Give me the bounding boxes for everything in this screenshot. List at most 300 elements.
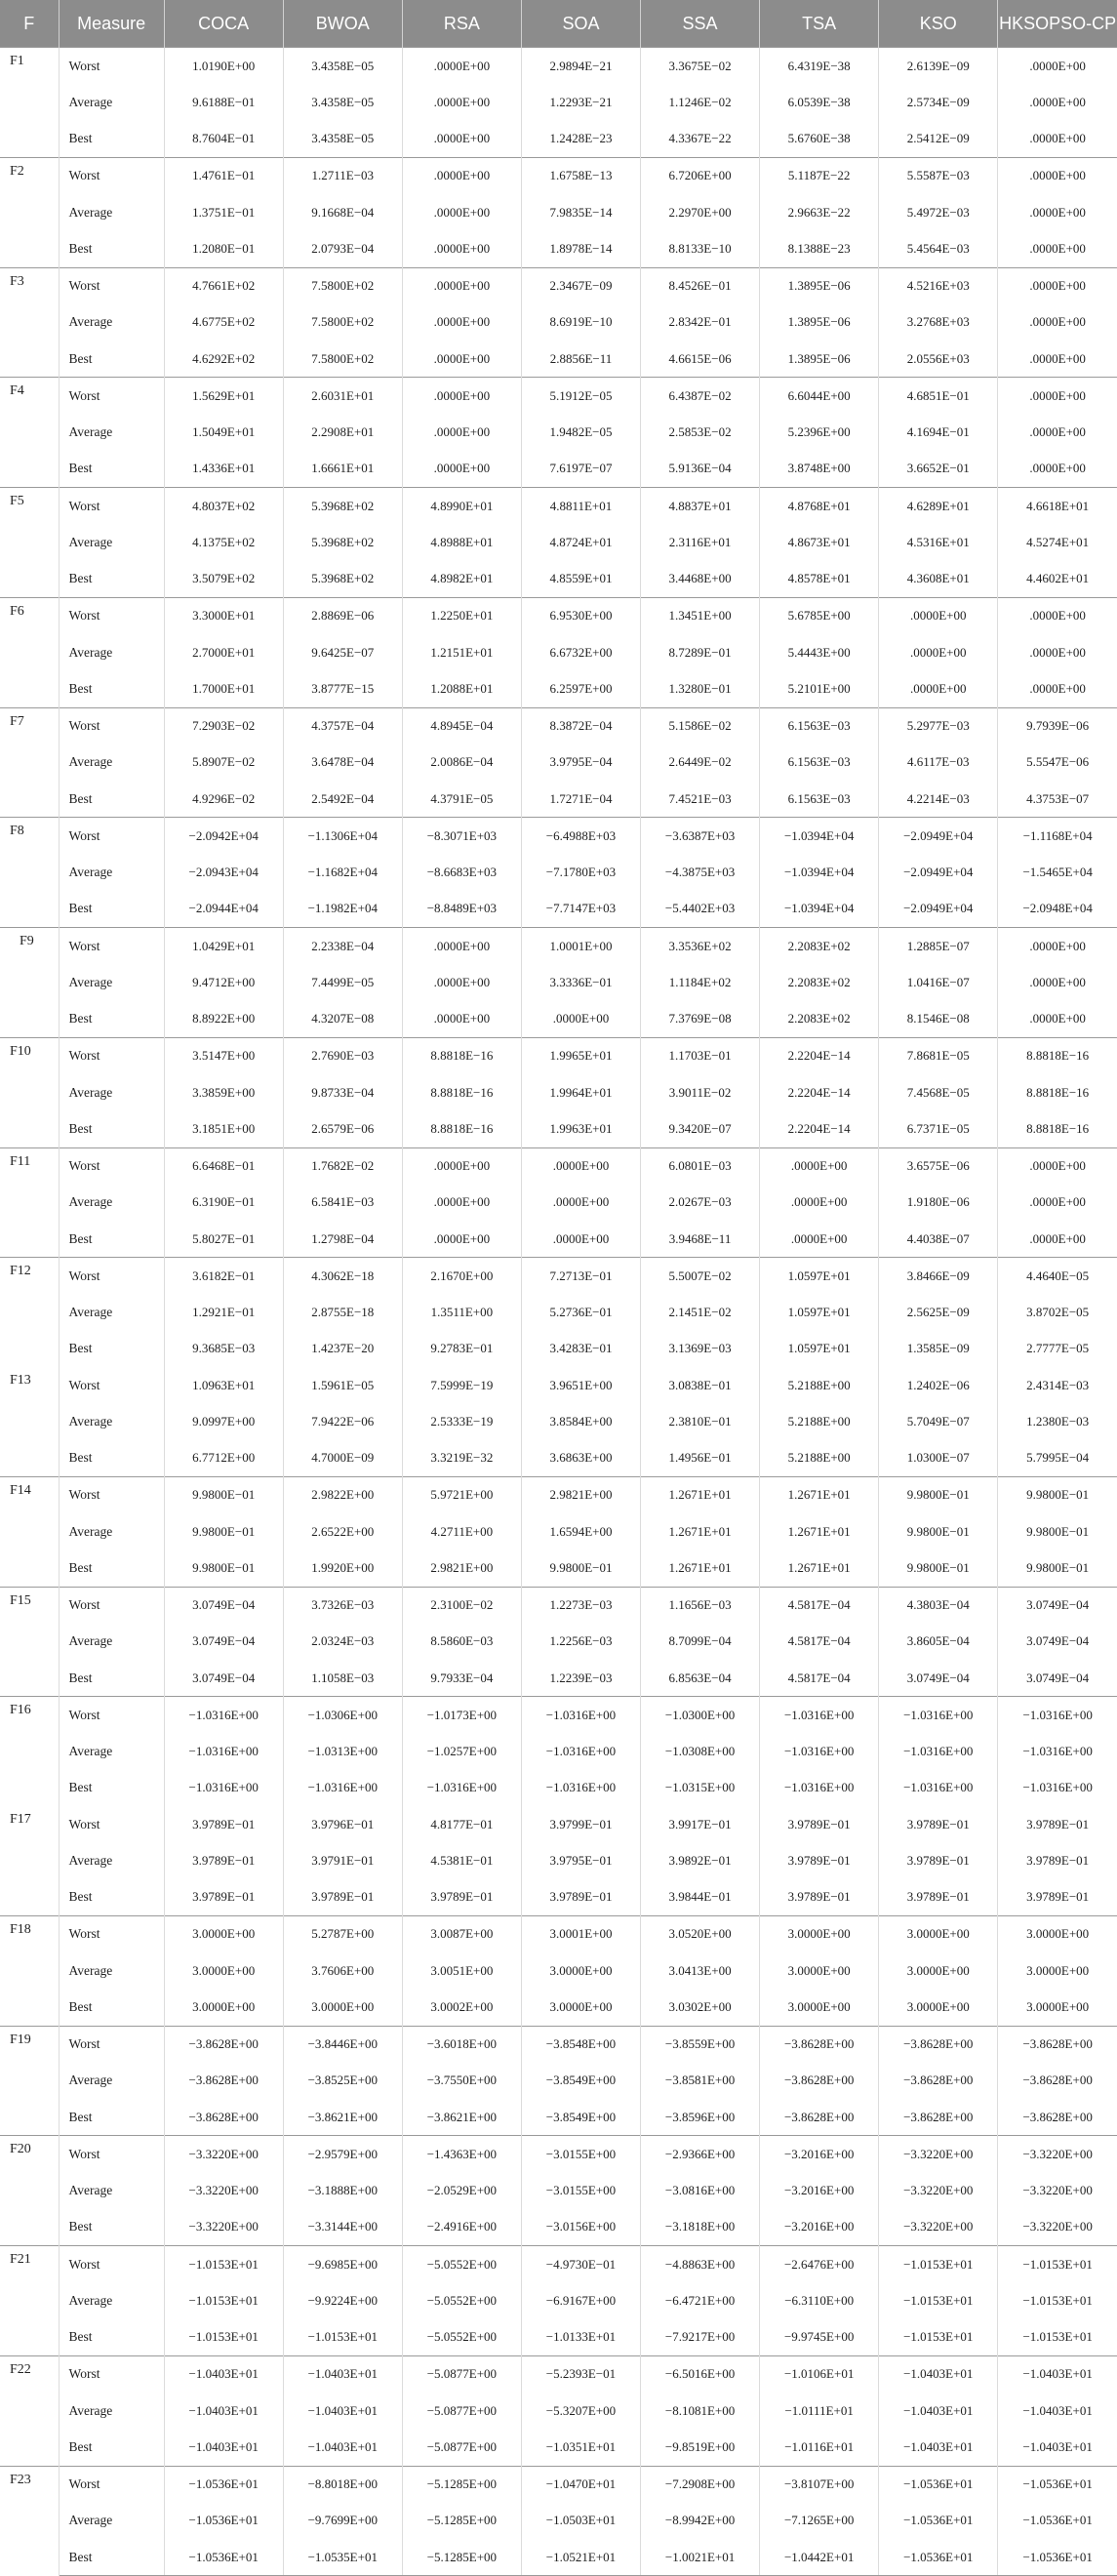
value-cell: .0000E+00: [402, 121, 521, 158]
value-cell: −1.0403E+01: [164, 2393, 283, 2429]
value-cell: 6.4319E−38: [760, 48, 879, 85]
value-cell: 5.5547E−06: [1026, 754, 1090, 770]
measure-label: Worst: [59, 1258, 164, 1295]
measure-label: Worst: [59, 1147, 164, 1185]
value-cell: 3.9789E−01: [164, 1806, 283, 1842]
value-cell: 3.7326E−03: [283, 1587, 402, 1624]
function-label: F17: [0, 1806, 59, 1915]
value-cell: .0000E+00: [402, 1147, 521, 1185]
value-cell: 8.8922E+00: [164, 1001, 283, 1038]
value-cell: 5.4443E+00: [760, 634, 879, 670]
value-cell: −5.0552E+00: [402, 2319, 521, 2356]
header-row: [0, 0, 1117, 48]
value-cell: −1.0153E+01: [1022, 2292, 1093, 2308]
value-cell: 3.0000E+00: [760, 1989, 879, 2026]
table-row: [0, 2209, 1117, 2246]
function-label: F2: [0, 157, 59, 267]
value-cell: 1.2798E−04: [283, 1221, 402, 1258]
value-cell: −1.0394E+04: [760, 891, 879, 928]
value-cell: 3.9917E−01: [641, 1806, 760, 1842]
value-cell: −1.0403E+01: [998, 2355, 1117, 2393]
measure-label: Best: [59, 2209, 164, 2246]
value-cell: 9.9800E−01: [879, 1476, 998, 1513]
value-cell: 1.0416E−07: [879, 964, 998, 1000]
value-cell: 8.5860E−03: [402, 1624, 521, 1660]
value-cell: −1.0316E+00: [1022, 1744, 1093, 1759]
value-cell: −1.1168E+04: [998, 818, 1117, 855]
measure-label: Best: [59, 341, 164, 378]
value-cell: −1.0173E+00: [402, 1697, 521, 1734]
value-cell: −2.9366E+00: [641, 2136, 760, 2173]
value-cell: 4.3608E+01: [879, 561, 998, 598]
value-cell: 3.0749E−04: [164, 1660, 283, 1697]
value-cell: 4.6615E−06: [641, 341, 760, 378]
table-row: [0, 1587, 1117, 1624]
value-cell: .0000E+00: [402, 964, 521, 1000]
table-row: [0, 2026, 1117, 2063]
value-cell: 3.6182E−01: [164, 1258, 283, 1295]
table-header: [0, 0, 1117, 48]
value-cell: 9.2783E−01: [402, 1331, 521, 1367]
value-cell: 1.1656E−03: [641, 1587, 760, 1624]
table-body: [0, 48, 1117, 2576]
value-cell: 3.9011E−02: [641, 1074, 760, 1110]
table-row: [0, 745, 1117, 781]
value-cell: 4.6292E+02: [164, 341, 283, 378]
value-cell: −1.0403E+01: [879, 2393, 998, 2429]
value-cell: 3.8605E−04: [879, 1624, 998, 1660]
value-cell: 5.9721E+00: [402, 1476, 521, 1513]
value-cell: 2.6449E−02: [641, 745, 760, 781]
value-cell: 4.3803E−04: [879, 1587, 998, 1624]
value-cell: −1.1682E+04: [283, 855, 402, 891]
function-label: F15: [0, 1587, 59, 1697]
value-cell: 9.9800E−01: [1026, 1523, 1090, 1539]
value-cell: 4.6618E+01: [998, 488, 1117, 525]
value-cell: 9.9800E−01: [879, 1513, 998, 1550]
value-cell: 5.2188E+00: [760, 1440, 879, 1477]
value-cell: 2.2970E+00: [641, 194, 760, 230]
value-cell: 8.7289E−01: [641, 634, 760, 670]
value-cell: −1.0316E+00: [879, 1770, 998, 1806]
value-cell: 2.6522E+00: [283, 1513, 402, 1550]
value-cell: 9.3685E−03: [164, 1331, 283, 1367]
table-row: [0, 891, 1117, 928]
header-cell-kso: KSO: [879, 0, 998, 48]
measure-label: Worst: [59, 1587, 164, 1624]
value-cell: −3.8107E+00: [760, 2466, 879, 2503]
value-cell: .0000E+00: [760, 1147, 879, 1185]
value-cell: 4.3791E−05: [402, 781, 521, 818]
value-cell: 1.9963E+01: [521, 1110, 640, 1147]
table-row: [0, 1770, 1117, 1806]
value-cell: 2.2204E−14: [760, 1037, 879, 1074]
value-cell: 6.8563E−04: [641, 1660, 760, 1697]
measure-label: Best: [59, 121, 164, 158]
value-cell: 1.9964E+01: [521, 1074, 640, 1110]
value-cell: −8.1081E+00: [641, 2393, 760, 2429]
value-cell: 8.7604E−01: [164, 121, 283, 158]
value-cell: 1.0001E+00: [521, 928, 640, 965]
value-cell: 3.9789E−01: [283, 1879, 402, 1916]
value-cell: −3.3220E+00: [1022, 2219, 1093, 2234]
value-cell: 3.8584E+00: [521, 1403, 640, 1439]
table-row: [0, 2393, 1117, 2429]
table-row: [0, 561, 1117, 598]
value-cell: −1.0403E+01: [879, 2429, 998, 2466]
value-cell: 8.8818E−16: [402, 1037, 521, 1074]
value-cell: 5.7049E−07: [879, 1403, 998, 1439]
measure-label: Best: [59, 2539, 164, 2576]
value-cell: 4.8037E+02: [164, 488, 283, 525]
value-cell: 3.2768E+03: [879, 304, 998, 341]
value-cell: 9.9800E−01: [164, 1476, 283, 1513]
value-cell: −3.3220E+00: [164, 2136, 283, 2173]
measure-label: Worst: [59, 1915, 164, 1952]
value-cell: 1.0300E−07: [879, 1440, 998, 1477]
measure-label: Worst: [59, 597, 164, 634]
value-cell: −1.0308E+00: [641, 1734, 760, 1770]
value-cell: −1.0536E+01: [879, 2503, 998, 2539]
value-cell: 1.2428E−23: [521, 121, 640, 158]
value-cell: 5.3968E+02: [283, 561, 402, 598]
value-cell: −1.0316E+00: [760, 1770, 879, 1806]
table-row: [0, 928, 1117, 965]
value-cell: −2.9579E+00: [283, 2136, 402, 2173]
value-cell: −3.8446E+00: [283, 2026, 402, 2063]
table-row: [0, 1221, 1117, 1258]
value-cell: −1.0394E+04: [760, 855, 879, 891]
value-cell: 3.9789E−01: [1026, 1889, 1090, 1905]
value-cell: 3.0001E+00: [521, 1915, 640, 1952]
value-cell: 9.1668E−04: [283, 194, 402, 230]
value-cell: −1.0300E+00: [641, 1697, 760, 1734]
measure-label: Average: [59, 855, 164, 891]
value-cell: 7.2713E−01: [521, 1258, 640, 1295]
header-cell-coca: COCA: [164, 0, 283, 48]
value-cell: 4.1694E−01: [879, 415, 998, 451]
header-cell-rsa: RSA: [402, 0, 521, 48]
value-cell: 2.9821E+00: [402, 1550, 521, 1587]
value-cell: 5.3968E+02: [283, 524, 402, 560]
measure-label: Best: [59, 670, 164, 707]
value-cell: −1.0316E+00: [164, 1734, 283, 1770]
table-row: [0, 2539, 1117, 2576]
value-cell: −5.3207E+00: [521, 2393, 640, 2429]
value-cell: 4.5316E+01: [879, 524, 998, 560]
value-cell: 3.3536E+02: [641, 928, 760, 965]
value-cell: −3.8628E+00: [879, 2099, 998, 2136]
measure-label: Worst: [59, 267, 164, 304]
value-cell: 3.3219E−32: [402, 1440, 521, 1477]
value-cell: .0000E+00: [998, 1147, 1117, 1185]
value-cell: −1.0536E+01: [164, 2503, 283, 2539]
value-cell: .0000E+00: [402, 267, 521, 304]
measure-label: Best: [59, 1770, 164, 1806]
value-cell: −1.0536E+01: [879, 2466, 998, 2503]
measure-label: Average: [59, 2063, 164, 2099]
value-cell: 2.1670E+00: [402, 1258, 521, 1295]
value-cell: 2.8869E−06: [283, 597, 402, 634]
value-cell: 9.0997E+00: [164, 1403, 283, 1439]
value-cell: −1.0111E+01: [760, 2393, 879, 2429]
value-cell: 3.9795E−01: [521, 1842, 640, 1878]
value-cell: .0000E+00: [402, 378, 521, 415]
value-cell: 2.5734E−09: [879, 84, 998, 120]
value-cell: 7.6197E−07: [521, 451, 640, 488]
value-cell: −5.2393E−01: [521, 2355, 640, 2393]
value-cell: 3.0520E+00: [641, 1915, 760, 1952]
value-cell: −1.0315E+00: [641, 1770, 760, 1806]
value-cell: .0000E+00: [1029, 204, 1086, 220]
value-cell: −1.0153E+01: [879, 2246, 998, 2283]
value-cell: 2.0267E−03: [641, 1185, 760, 1221]
value-cell: 3.9789E−01: [879, 1842, 998, 1878]
value-cell: −1.0153E+01: [283, 2319, 402, 2356]
value-cell: −3.8628E+00: [998, 2026, 1117, 2063]
measure-label: Best: [59, 781, 164, 818]
value-cell: 4.8990E+01: [402, 488, 521, 525]
value-cell: 1.2250E+01: [402, 597, 521, 634]
value-cell: 3.0051E+00: [402, 1952, 521, 1989]
value-cell: 7.5999E−19: [402, 1367, 521, 1403]
table-row: [0, 2173, 1117, 2209]
value-cell: −2.0944E+04: [164, 891, 283, 928]
measure-label: Worst: [59, 1806, 164, 1842]
value-cell: 5.4972E−03: [879, 194, 998, 230]
value-cell: 3.8748E+00: [760, 451, 879, 488]
value-cell: −3.8628E+00: [760, 2026, 879, 2063]
table-row: [0, 2429, 1117, 2466]
measure-label: Best: [59, 230, 164, 267]
table-row: [0, 2282, 1117, 2318]
value-cell: −1.0403E+01: [164, 2429, 283, 2466]
table-row: [0, 1110, 1117, 1147]
value-cell: −8.8018E+00: [283, 2466, 402, 2503]
value-cell: 5.7995E−04: [1026, 1450, 1090, 1466]
value-cell: −2.4916E+00: [402, 2209, 521, 2246]
measure-label: Best: [59, 1989, 164, 2026]
measure-label: Average: [59, 1624, 164, 1660]
table-row: [0, 597, 1117, 634]
value-cell: 6.9530E+00: [521, 597, 640, 634]
value-cell: 7.8681E−05: [879, 1037, 998, 1074]
value-cell: 2.0793E−04: [283, 230, 402, 267]
value-cell: .0000E+00: [1029, 94, 1086, 109]
measure-label: Worst: [59, 2246, 164, 2283]
measure-label: Average: [59, 1295, 164, 1331]
value-cell: 2.3100E−02: [402, 1587, 521, 1624]
value-cell: 3.5147E+00: [164, 1037, 283, 1074]
measure-label: Average: [59, 2503, 164, 2539]
value-cell: 3.0302E+00: [641, 1989, 760, 2026]
value-cell: 8.1546E−08: [879, 1001, 998, 1038]
value-cell: 9.9800E−01: [879, 1550, 998, 1587]
value-cell: 2.8755E−18: [283, 1295, 402, 1331]
measure-label: Worst: [59, 488, 164, 525]
value-cell: 3.0000E+00: [164, 1989, 283, 2026]
table-row: [0, 1367, 1117, 1403]
value-cell: .0000E+00: [998, 48, 1117, 85]
table-row: [0, 1403, 1117, 1439]
value-cell: −1.0316E+00: [164, 1770, 283, 1806]
value-cell: 4.8837E+01: [641, 488, 760, 525]
value-cell: 3.9796E−01: [283, 1806, 402, 1842]
value-cell: 3.5079E+02: [164, 561, 283, 598]
value-cell: −1.1306E+04: [283, 818, 402, 855]
value-cell: 3.0749E−04: [879, 1660, 998, 1697]
value-cell: 1.3751E−01: [164, 194, 283, 230]
table-row: [0, 707, 1117, 745]
value-cell: −1.0316E+00: [521, 1770, 640, 1806]
value-cell: 3.9789E−01: [879, 1806, 998, 1842]
value-cell: −6.9167E+00: [521, 2282, 640, 2318]
value-cell: 2.2083E+02: [760, 928, 879, 965]
value-cell: 9.6425E−07: [283, 634, 402, 670]
value-cell: 8.6919E−10: [521, 304, 640, 341]
value-cell: 2.7777E−05: [1026, 1341, 1090, 1356]
value-cell: −3.8628E+00: [1022, 2073, 1093, 2088]
value-cell: 8.8133E−10: [641, 230, 760, 267]
value-cell: 2.3116E+01: [641, 524, 760, 560]
value-cell: −2.0949E+04: [879, 891, 998, 928]
value-cell: 6.6732E+00: [521, 634, 640, 670]
table-row: [0, 1879, 1117, 1916]
value-cell: −5.0877E+00: [402, 2393, 521, 2429]
value-cell: 4.6851E−01: [879, 378, 998, 415]
value-cell: −3.3220E+00: [164, 2209, 283, 2246]
value-cell: 3.0000E+00: [164, 1952, 283, 1989]
value-cell: −3.2016E+00: [760, 2136, 879, 2173]
value-cell: 3.0000E+00: [521, 1989, 640, 2026]
value-cell: 1.6661E+01: [283, 451, 402, 488]
function-label: F10: [0, 1037, 59, 1147]
measure-label: Worst: [59, 2136, 164, 2173]
value-cell: −5.4402E+03: [641, 891, 760, 928]
value-cell: 1.5961E−05: [283, 1367, 402, 1403]
measure-label: Worst: [59, 48, 164, 85]
value-cell: −3.0155E+00: [521, 2173, 640, 2209]
value-cell: −7.7147E+03: [521, 891, 640, 928]
value-cell: 3.9651E+00: [521, 1367, 640, 1403]
value-cell: −2.6476E+00: [760, 2246, 879, 2283]
measure-label: Best: [59, 1440, 164, 1477]
value-cell: −6.5016E+00: [641, 2355, 760, 2393]
measure-label: Best: [59, 1660, 164, 1697]
value-cell: 1.0597E+01: [760, 1331, 879, 1367]
value-cell: 3.9844E−01: [641, 1879, 760, 1916]
value-cell: 1.4336E+01: [164, 451, 283, 488]
value-cell: 2.5412E−09: [879, 121, 998, 158]
value-cell: 1.6594E+00: [521, 1513, 640, 1550]
value-cell: 5.1912E−05: [521, 378, 640, 415]
value-cell: 2.9822E+00: [283, 1476, 402, 1513]
value-cell: 7.4521E−03: [641, 781, 760, 818]
value-cell: 2.7690E−03: [283, 1037, 402, 1074]
value-cell: 7.5800E+02: [283, 267, 402, 304]
measure-label: Average: [59, 1513, 164, 1550]
value-cell: −1.0403E+01: [283, 2393, 402, 2429]
value-cell: .0000E+00: [402, 194, 521, 230]
value-cell: 3.3675E−02: [641, 48, 760, 85]
value-cell: 3.6863E+00: [521, 1440, 640, 1477]
table-row: [0, 194, 1117, 230]
measure-label: Best: [59, 1879, 164, 1916]
measure-label: Average: [59, 304, 164, 341]
value-cell: 7.3769E−08: [641, 1001, 760, 1038]
value-cell: .0000E+00: [998, 928, 1117, 965]
value-cell: 1.9482E−05: [521, 415, 640, 451]
value-cell: 9.9800E−01: [998, 1476, 1117, 1513]
value-cell: .0000E+00: [1029, 131, 1086, 146]
value-cell: .0000E+00: [879, 634, 998, 670]
value-cell: 4.3207E−08: [283, 1001, 402, 1038]
value-cell: 1.0963E+01: [164, 1367, 283, 1403]
value-cell: 4.6775E+02: [164, 304, 283, 341]
value-cell: 6.7712E+00: [164, 1440, 283, 1477]
value-cell: 1.3895E−06: [760, 267, 879, 304]
value-cell: .0000E+00: [879, 670, 998, 707]
value-cell: −3.3220E+00: [879, 2173, 998, 2209]
value-cell: 1.0597E+01: [760, 1295, 879, 1331]
value-cell: 4.8945E−04: [402, 707, 521, 745]
value-cell: 7.9422E−06: [283, 1403, 402, 1439]
value-cell: 1.2080E−01: [164, 230, 283, 267]
value-cell: 9.7933E−04: [402, 1660, 521, 1697]
value-cell: 2.2204E−14: [760, 1074, 879, 1110]
value-cell: 3.0749E−04: [164, 1587, 283, 1624]
value-cell: −1.0403E+01: [1022, 2438, 1093, 2454]
value-cell: −5.1285E+00: [402, 2466, 521, 2503]
value-cell: 9.9800E−01: [1026, 1559, 1090, 1575]
value-cell: 5.2188E+00: [760, 1367, 879, 1403]
value-cell: 3.6652E−01: [879, 451, 998, 488]
value-cell: 9.9800E−01: [164, 1513, 283, 1550]
table-row: [0, 1550, 1117, 1587]
value-cell: −3.3220E+00: [998, 2136, 1117, 2173]
measure-label: Average: [59, 634, 164, 670]
value-cell: 4.3757E−04: [283, 707, 402, 745]
value-cell: 3.0749E−04: [1026, 1670, 1090, 1685]
value-cell: 1.2402E−06: [879, 1367, 998, 1403]
value-cell: −3.3220E+00: [879, 2136, 998, 2173]
value-cell: 5.8907E−02: [164, 745, 283, 781]
measure-label: Best: [59, 1550, 164, 1587]
table-row: [0, 1037, 1117, 1074]
function-label: F6: [0, 597, 59, 707]
value-cell: 4.4038E−07: [879, 1221, 998, 1258]
value-cell: −4.9730E−01: [521, 2246, 640, 2283]
value-cell: −1.0316E+00: [879, 1697, 998, 1734]
value-cell: −5.0877E+00: [402, 2429, 521, 2466]
value-cell: −3.2016E+00: [760, 2173, 879, 2209]
table-row: [0, 1842, 1117, 1878]
value-cell: 1.2711E−03: [283, 157, 402, 194]
value-cell: −1.0313E+00: [283, 1734, 402, 1770]
measure-label: Average: [59, 2173, 164, 2209]
value-cell: 2.2083E+02: [760, 964, 879, 1000]
value-cell: 6.5841E−03: [283, 1185, 402, 1221]
value-cell: −1.0503E+01: [521, 2503, 640, 2539]
value-cell: 3.9795E−04: [521, 745, 640, 781]
value-cell: −4.8863E+00: [641, 2246, 760, 2283]
value-cell: .0000E+00: [1029, 424, 1086, 440]
value-cell: −2.0942E+04: [164, 818, 283, 855]
value-cell: 3.9799E−01: [521, 1806, 640, 1842]
value-cell: −1.0153E+01: [164, 2246, 283, 2283]
value-cell: 3.0000E+00: [521, 1952, 640, 1989]
value-cell: .0000E+00: [998, 157, 1117, 194]
